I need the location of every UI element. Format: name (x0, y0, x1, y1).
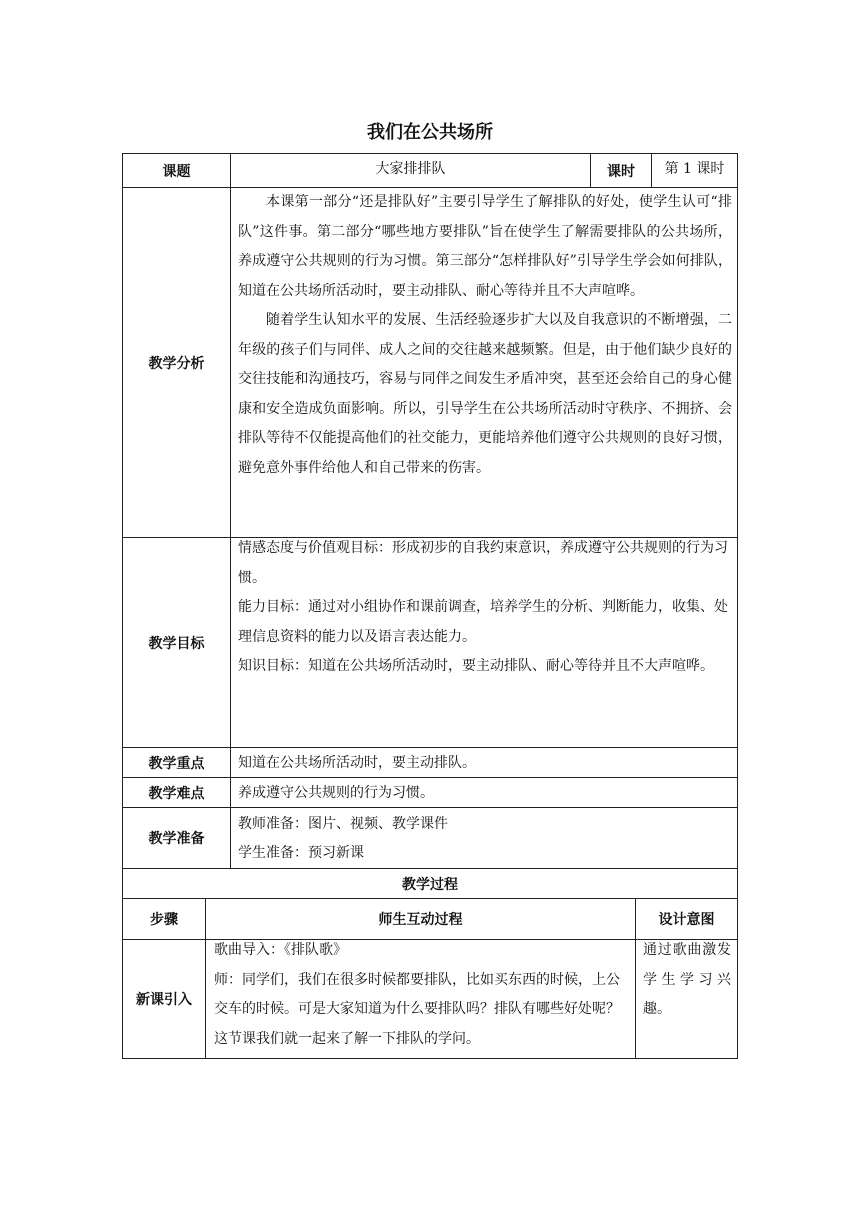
process-heading: 教学过程 (402, 876, 458, 893)
interaction-content (214, 936, 630, 1054)
preparation-line: 学生准备：预习新课 (238, 845, 364, 861)
difficulty-text: 养成遵守公共规则的行为习惯。 (238, 785, 434, 801)
step-name: 新课引入 (136, 992, 192, 1008)
interaction-line: 师：同学们，我们在很多时候都要排队，比如买东西的时候，上公交车的时候。可是大家知道为什么要排队吗？排队有哪些好处呢？这节课我们就一起来了解一下排队的学问。 (214, 971, 620, 1047)
difficulty-label: 教学难点 (148, 785, 205, 802)
preparation-line: 教师准备：图片、视频、教学课件 (238, 816, 448, 832)
objective-item: 能力目标：通过对小组协作和课前调查，培养学生的分析、判断能力，收集、处理信息资料的能力以及语言表达能力。 (238, 599, 728, 645)
objective-item: 情感态度与价值观目标：形成初步的自我约束意识，养成遵守公共规则的行为习惯。 (238, 540, 728, 586)
period-label: 课时 (607, 163, 635, 180)
objective-item: 知识目标：知道在公共场所活动时，要主动排队、耐心等待并且不大声喧哗。 (238, 658, 714, 674)
topic-label: 课题 (162, 163, 191, 180)
topic-value: 大家排排队 (375, 161, 446, 177)
objectives-label: 教学目标 (148, 635, 205, 652)
interaction-line: 歌曲导入：《排队歌》 (214, 942, 347, 958)
objectives-content (238, 534, 732, 682)
analysis-paragraph: 本课第一部分“还是排队好”主要引导学生了解排队的好处，使学生认可“排队”这件事。第二部分“哪些地方要排队”旨在使学生了解需要排队的公共场所，养成遵守公共规则的行为习惯。第三部分“怎样排队好”引导学生学会如何排队，知道在公共场所活动时，要主动排队、耐心等待并且不大声喧哗。 (238, 194, 732, 299)
preparation-content (238, 810, 732, 868)
design-intent: 通过歌曲激发学生学习兴趣。 (643, 942, 731, 1017)
column-header-intent: 设计意图 (658, 912, 715, 928)
column-header-interaction: 师生互动过程 (378, 912, 463, 928)
preparation-label: 教学准备 (148, 831, 205, 847)
period-value: 第 1 课时 (664, 161, 725, 177)
analysis-content (238, 188, 732, 483)
column-header-step: 步骤 (150, 912, 178, 928)
analysis-paragraph: 随着学生认知水平的发展、生活经验逐步扩大以及自我意识的不断增强，二年级的孩子们与同伴、成人之间的交往越来越频繁。但是，由于他们缺少良好的交往技能和沟通技巧，容易与同伴之间发生矛盾冲突，甚至还会给自己的身心健康和安全造成负面影响。所以，引导学生在公共场所活动时守秩序、不拥挤、会排队等待不仅能提高他们的社交能力，更能培养他们遵守公共规则的良好习惯，避免意外事件给他人和自己带来的伤害。 (238, 312, 732, 476)
key-point-label: 教学重点 (148, 755, 205, 772)
document-title: 我们在公共场所 (367, 122, 493, 143)
analysis-label: 教学分析 (148, 355, 205, 372)
key-point-text: 知道在公共场所活动时，要主动排队。 (238, 755, 476, 771)
